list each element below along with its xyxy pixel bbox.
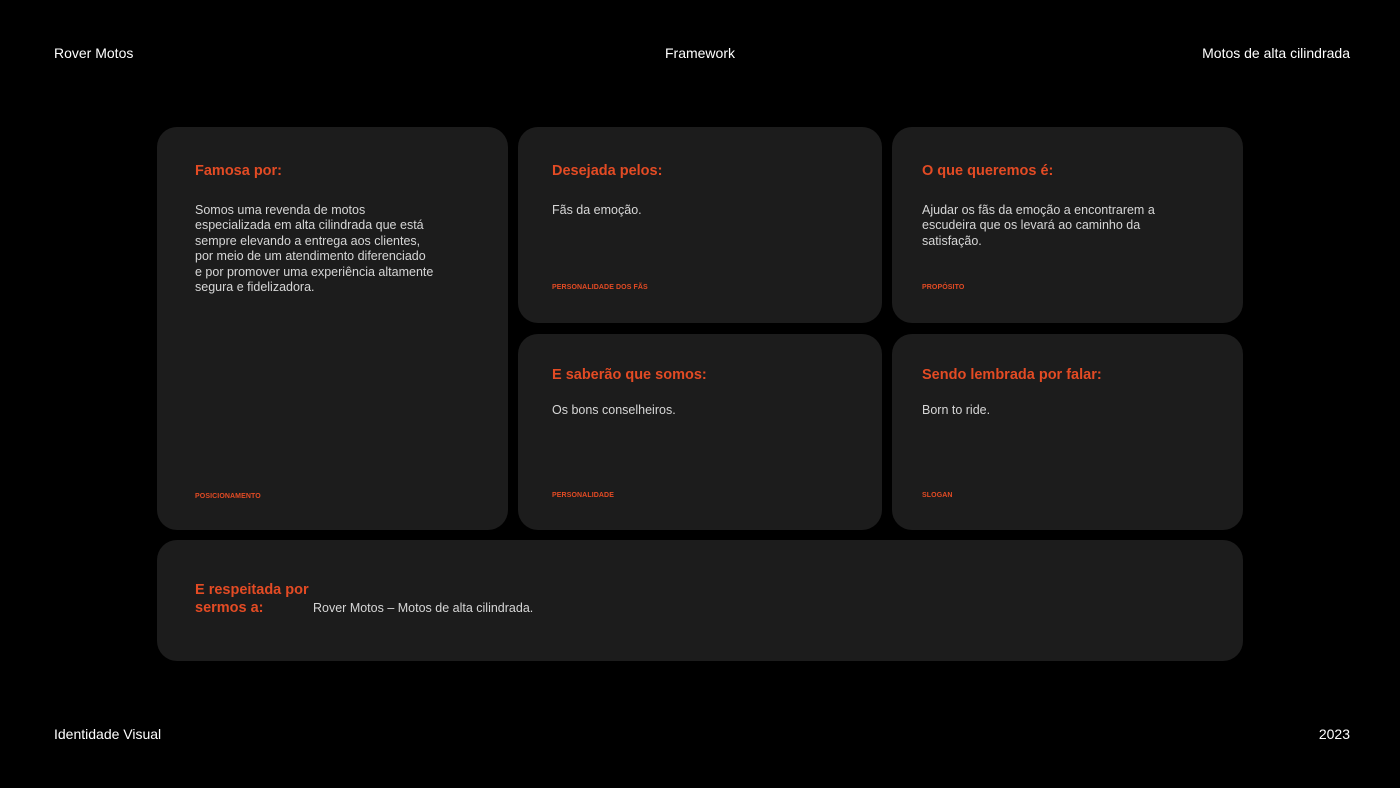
card-body: Os bons conselheiros.: [552, 403, 676, 417]
card-tag: SLOGAN: [922, 492, 953, 499]
card-respeitada: [157, 540, 1243, 661]
card-body: Somos uma revenda de motos especializada em alta cilindrada que está sempre elevando a entrega aos clientes, por meio de um atendimento diferenciado e por promover uma experiência altamente segura e fidelizadora.: [195, 203, 434, 295]
header-tagline: Motos de alta cilindrada: [1202, 45, 1350, 61]
card-title: E respeitada por sermos a:: [195, 582, 309, 616]
card-slogan: [892, 334, 1243, 530]
card-title: Sendo lembrada por falar:: [922, 367, 1102, 383]
card-title: E saberão que somos:: [552, 367, 707, 383]
header-brand: Rover Motos: [54, 45, 134, 61]
card-body: Fãs da emoção.: [552, 203, 642, 217]
card-title: Famosa por:: [195, 163, 283, 179]
footer-project-label: Identidade Visual: [54, 726, 162, 742]
card-tag: PERSONALIDADE: [552, 492, 614, 499]
card-posicionamento: [157, 127, 508, 530]
card-tag: PERSONALIDADE DOS FÃS: [552, 284, 648, 291]
card-personalidade-dos-fas: [518, 127, 882, 323]
card-body: Rover Motos – Motos de alta cilindrada.: [313, 601, 534, 615]
card-personalidade: [518, 334, 882, 530]
card-body: Born to ride.: [922, 403, 991, 417]
card-body: Ajudar os fãs da emoção a encontrarem a escudeira que os levará ao caminho da satisfação.: [922, 203, 1155, 248]
card-title: O que queremos é:: [922, 163, 1054, 179]
card-proposito: [892, 127, 1243, 323]
footer-year: 2023: [1318, 726, 1350, 742]
card-tag: POSICIONAMENTO: [195, 493, 261, 500]
header-section-title: Framework: [664, 45, 735, 61]
card-tag: PROPÓSITO: [922, 284, 965, 291]
card-title: Desejada pelos:: [552, 163, 663, 179]
